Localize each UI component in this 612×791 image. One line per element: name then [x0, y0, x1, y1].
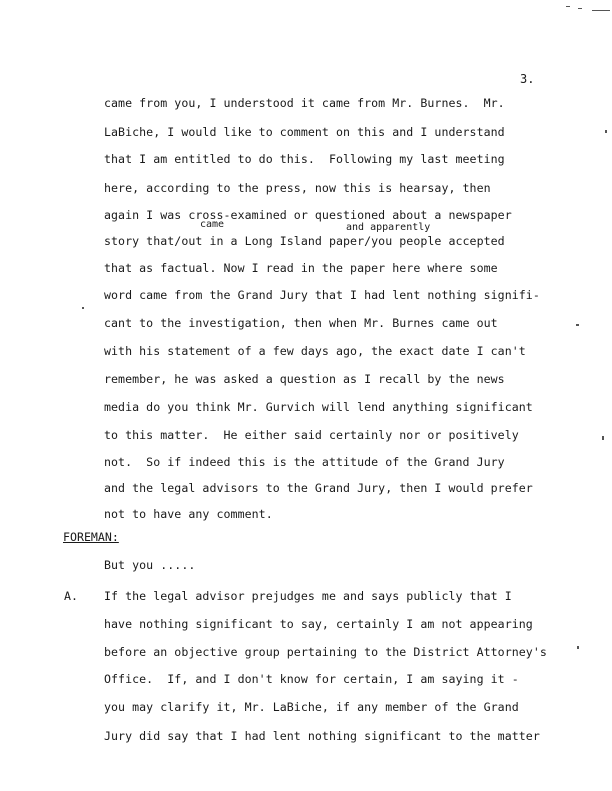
body-line-4: here, according to the press, now this is hearsay, then: [104, 181, 491, 195]
scan-speck: [602, 436, 604, 440]
scan-speck: [577, 646, 579, 649]
body-line-14: not. So if indeed this is the attitude of the Grand Jury: [104, 455, 505, 469]
foreman-speaker-label: FOREMAN:: [63, 530, 119, 544]
answer-marker: A.: [64, 589, 78, 603]
answer-line-3: before an objective group pertaining to the District Attorney's: [104, 645, 547, 659]
body-line-6: story that/out in a Long Island paper/you people accepted: [104, 234, 505, 248]
answer-line-4: Office. If, and I don't know for certain, I am saying it -: [104, 672, 519, 686]
body-line-13: to this matter. He either said certainly nor or positively: [104, 428, 519, 442]
foreman-line: But you .....: [104, 558, 196, 572]
body-line-12: media do you think Mr. Gurvich will lend anything significant: [104, 400, 533, 414]
body-line-10: with his statement of a few days ago, the exact date I can't: [104, 344, 526, 358]
scan-speck: [82, 307, 84, 309]
body-line-15: and the legal advisors to the Grand Jury, then I would prefer: [104, 481, 533, 495]
answer-line-1: If the legal advisor prejudges me and says publicly that I: [104, 589, 512, 603]
body-line-3: that I am entitled to do this. Following my last meeting: [104, 152, 505, 166]
body-line-1: came from you, I understood it came from Mr. Burnes. Mr.: [104, 96, 505, 110]
body-line-7: that as factual. Now I read in the paper here where some: [104, 261, 498, 275]
scan-speck: [592, 10, 610, 11]
page-number: 3.: [520, 72, 535, 86]
body-line-8: word came from the Grand Jury that I had lent nothing signifi-: [104, 288, 540, 302]
scan-speck: [566, 6, 570, 7]
answer-line-5: you may clarify it, Mr. LaBiche, if any member of the Grand: [104, 700, 519, 714]
body-line-11: remember, he was asked a question as I recall by the news: [104, 372, 505, 386]
interlinear-insertion-came: came: [200, 219, 225, 230]
answer-line-6: Jury did say that I had lent nothing significant to the matter: [104, 729, 540, 743]
scan-speck: [605, 130, 607, 133]
scan-speck: [576, 324, 579, 326]
body-line-9: cant to the investigation, then when Mr. Burnes came out: [104, 316, 498, 330]
answer-line-2: have nothing significant to say, certainly I am not appearing: [104, 617, 533, 631]
body-line-5: again I was cross-examined or questioned about a newspaper: [104, 208, 512, 222]
scan-speck: [578, 8, 582, 9]
body-line-16: not to have any comment.: [104, 507, 273, 521]
body-line-2: LaBiche, I would like to comment on this and I understand: [104, 125, 505, 139]
interlinear-insertion-and-apparently: and apparently: [346, 222, 431, 233]
